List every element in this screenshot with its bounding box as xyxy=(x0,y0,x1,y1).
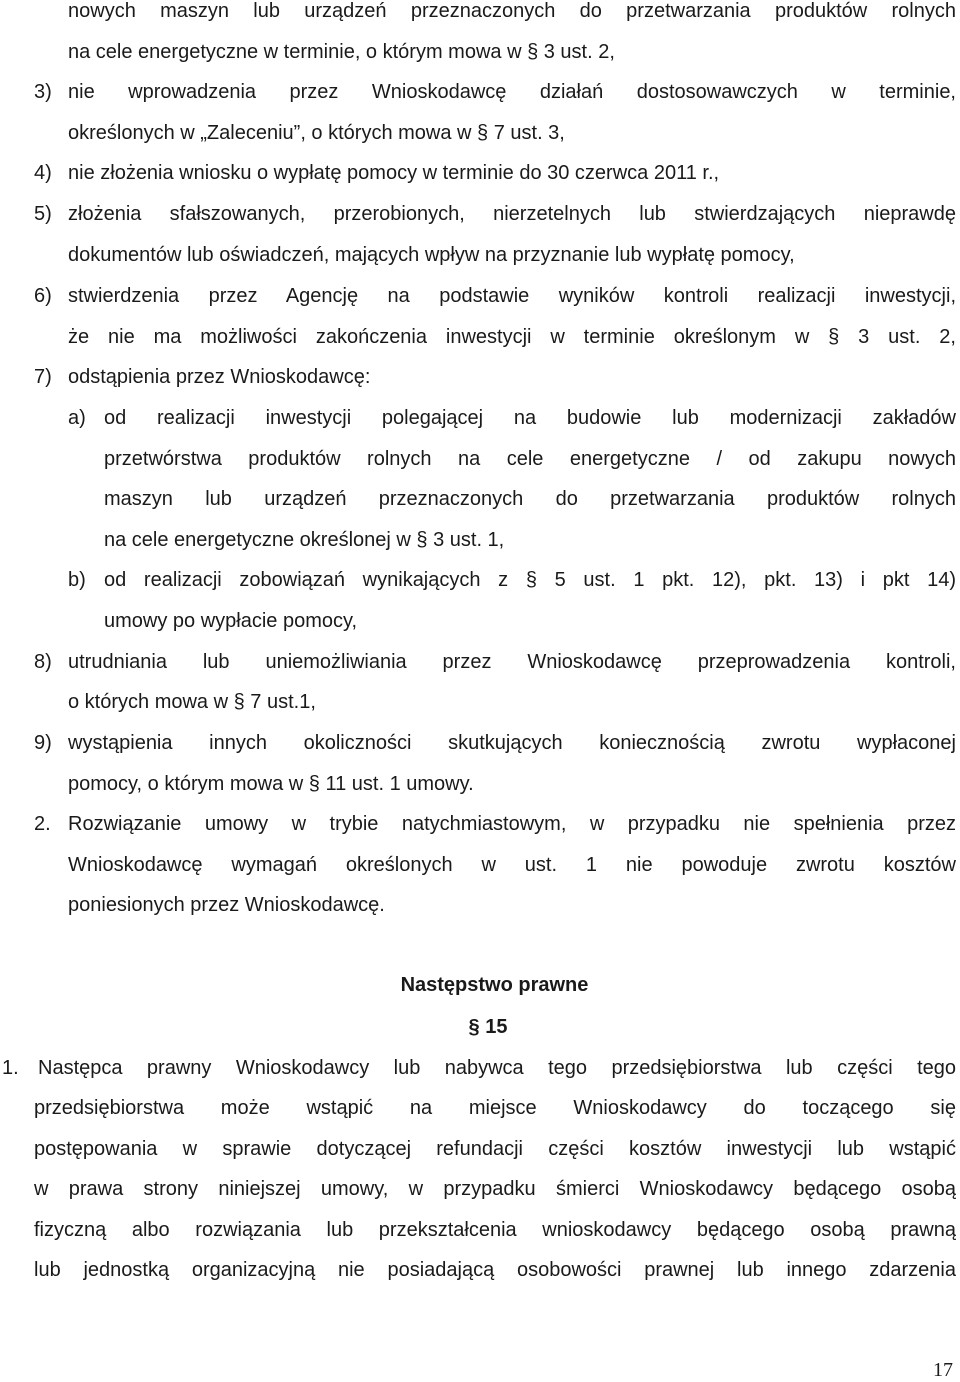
text-line: dokumentów lub oświadczeń, mających wpływ na przyznanie lub wypłatę pomocy, xyxy=(68,244,795,266)
text-line: odstąpienia przez Wnioskodawcę: xyxy=(68,366,371,388)
text-line: od realizacji inwestycji polegającej na budowie lub modernizacji zakładów xyxy=(104,407,956,429)
text-line: Rozwiązanie umowy w trybie natychmiastowym, w przypadku nie spełnienia przez xyxy=(68,813,956,835)
text-line: złożenia sfałszowanych, przerobionych, nierzetelnych lub stwierdzających nieprawdę xyxy=(68,203,956,225)
text-line: nowych maszyn lub urządzeń przeznaczonych do przetwarzania produktów rolnych xyxy=(68,0,956,22)
text-line: przedsiębiorstwa może wstąpić na miejsce Wnioskodawcy do toczącego się xyxy=(34,1097,956,1119)
text-line: że nie ma możliwości zakończenia inwestycji w terminie określonym w § 3 ust. 2, xyxy=(68,326,956,348)
text-line: nie wprowadzenia przez Wnioskodawcę działań dostosowawczych w terminie, xyxy=(68,81,956,103)
text-line: od realizacji zobowiązań wynikających z § 5 ust. 1 pkt. 12), pkt. 13) i pkt 14) xyxy=(104,569,956,591)
text-line: maszyn lub urządzeń przeznaczonych do przetwarzania produktów rolnych xyxy=(104,488,956,510)
list-number: 5) xyxy=(34,203,52,225)
paragraph-number: 1. xyxy=(2,1057,19,1079)
text-line: nie złożenia wniosku o wypłatę pomocy w terminie do 30 czerwca 2011 r., xyxy=(68,162,720,184)
paragraph-number: 2. xyxy=(34,813,51,835)
text-line: o których mowa w § 7 ust.1, xyxy=(68,691,316,713)
text-line: stwierdzenia przez Agencję na podstawie wyników kontroli realizacji inwestycji, xyxy=(68,285,956,307)
list-number: 8) xyxy=(34,651,52,673)
list-number: 7) xyxy=(34,366,52,388)
text-line: na cele energetyczne w terminie, o którym mowa w § 3 ust. 2, xyxy=(68,41,615,63)
list-letter: a) xyxy=(68,407,86,429)
text-line: wystąpienia innych okoliczności skutkujących koniecznością zwrotu wypłaconej xyxy=(68,732,956,754)
section-title: Następstwo prawne xyxy=(400,974,589,996)
text-line: postępowania w sprawie dotyczącej refundacji części kosztów inwestycji lub wstąpić xyxy=(34,1138,956,1160)
list-letter: b) xyxy=(68,569,86,591)
section-number: § 15 xyxy=(468,1016,508,1038)
text-line: pomocy, o którym mowa w § 11 ust. 1 umowy. xyxy=(68,773,474,795)
list-number: 6) xyxy=(34,285,52,307)
list-number: 3) xyxy=(34,81,52,103)
text-line: na cele energetyczne określonej w § 3 ust. 1, xyxy=(104,529,505,551)
page-number: 17 xyxy=(933,1359,953,1381)
text-line: umowy po wypłacie pomocy, xyxy=(104,610,358,632)
list-number: 9) xyxy=(34,732,52,754)
text-line: poniesionych przez Wnioskodawcę. xyxy=(68,894,385,916)
text-line: określonych w „Zaleceniu”, o których mowa w § 7 ust. 3, xyxy=(68,122,565,144)
text-line: lub jednostką organizacyjną nie posiadającą osobowości prawnej lub innego zdarzenia xyxy=(34,1259,956,1281)
text-line: Wnioskodawcę wymagań określonych w ust. 1 nie powoduje zwrotu kosztów xyxy=(68,854,956,876)
text-line: przetwórstwa produktów rolnych na cele energetyczne / od zakupu nowych xyxy=(104,448,956,470)
text-line: Następca prawny Wnioskodawcy lub nabywca tego przedsiębiorstwa lub części tego xyxy=(38,1057,956,1079)
list-number: 4) xyxy=(34,162,52,184)
text-line: w prawa strony niniejszej umowy, w przypadku śmierci Wnioskodawcy będącego osobą xyxy=(34,1178,956,1200)
text-line: utrudniania lub uniemożliwiania przez Wnioskodawcę przeprowadzenia kontroli, xyxy=(68,651,956,673)
text-line: fizyczną albo rozwiązania lub przekształcenia wnioskodawcy będącego osobą prawną xyxy=(34,1219,956,1241)
